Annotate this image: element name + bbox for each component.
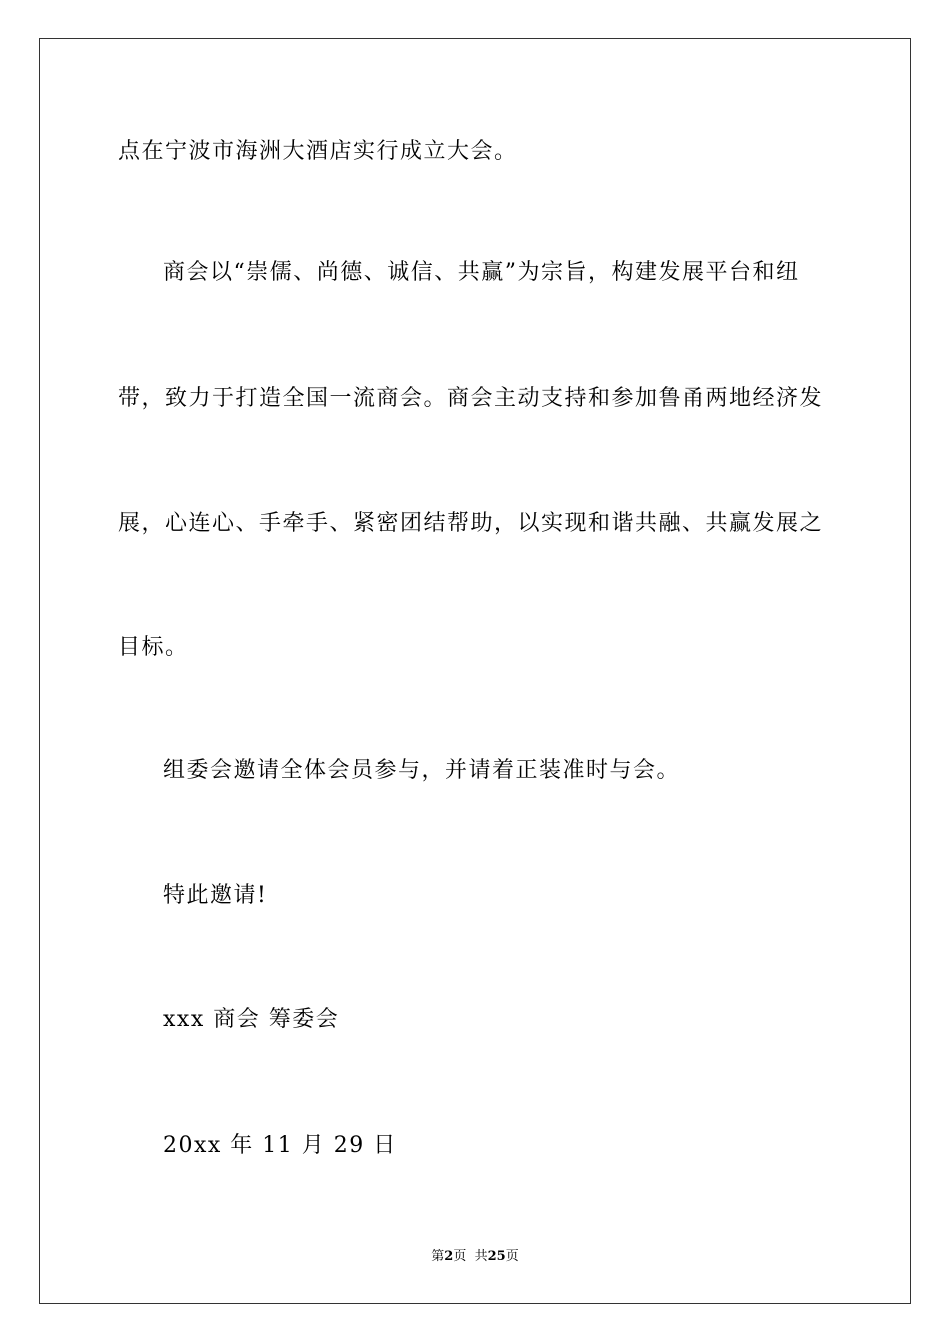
paragraph-line-1: 点在宁波市海洲大酒店实行成立大会。 <box>118 139 518 164</box>
paragraph-line-4: 展，心连心、手牵手、紧密团结帮助，以实现和谐共融、共赢发展之 <box>118 511 824 536</box>
closing-line: 特此邀请! <box>163 883 268 908</box>
footer-page-number: 2 <box>444 1249 454 1264</box>
invitation-line: 组委会邀请全体会员参与，并请着正装准时与会。 <box>163 758 681 783</box>
page-footer <box>0 1248 950 1266</box>
footer-total-suffix: 页 <box>505 1249 519 1264</box>
paragraph-line-2: 商会以“崇儒、尚德、诚信、共赢”为宗旨，构建发展平台和纽 <box>163 260 800 285</box>
footer-prefix: 第 <box>431 1249 445 1264</box>
paragraph-line-5: 目标。 <box>118 635 189 660</box>
footer-total-pages: 25 <box>487 1249 506 1264</box>
signature-line: xxx 商会 筹委会 <box>163 1007 340 1032</box>
paragraph-line-3: 带，致力于打造全国一流商会。商会主动支持和参加鲁甬两地经济发 <box>118 386 824 411</box>
page-border <box>39 38 911 1304</box>
date-line: 20xx 年 11 月 29 日 <box>163 1133 397 1158</box>
footer-page-suffix: 页 共 <box>453 1249 488 1264</box>
